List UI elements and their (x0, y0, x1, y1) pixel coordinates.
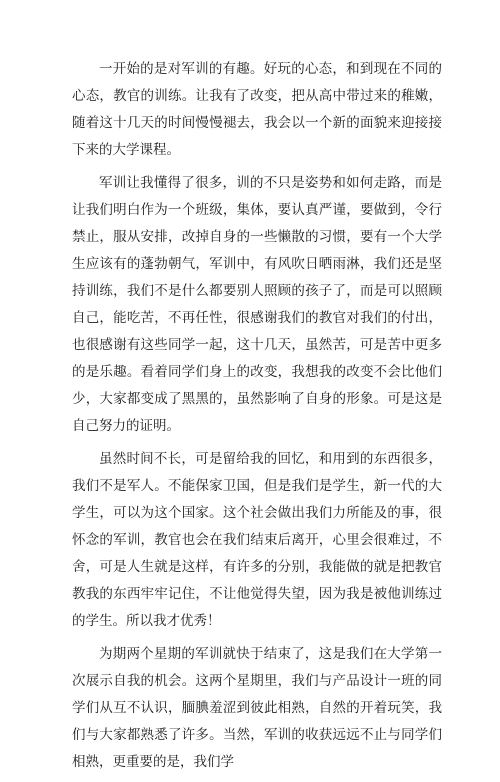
paragraph-1: 一开始的是对军训的有趣。好玩的心态，和到现在不同的心态，教官的训练。让我有了改变，把从高中带过来的稚嫩，随着这十几天的时间慢慢褪去，我会以一个新的面貌来迎接接下来的大学课程。 (72, 61, 442, 158)
paragraph-2: 军训让我懂得了很多，训的不只是姿势和如何走路，而是让我们明白作为一个班级，集体，要认真严谨，要做到，令行禁止，服从安排，改掉自身的一些懒散的习惯，要有一个大学生应该有的蓬勃朝气，军训中，有风吹日晒雨淋，我们还是坚持训练，我们不是什么都要别人照顾的孩子了，而是可以照顾自己，能吃苦，不再任性，很感谢我们的教官对我们的付出，也很感谢有这些同学一起，这十几天，虽然苦，可是苦中更多的是乐趣。看着同学们身上的改变，我想我的改变不会比他们少，大家都变成了黑黑的，虽然影响了自身的形象。可是这是自己努力的证明。 (72, 175, 442, 434)
paragraph-3: 虽然时间不长，可是留给我的回忆，和用到的东西很多，我们不是军人。不能保家卫国，但是我们是学生，新一代的大学生，可以为这个国家。这个社会做出我们力所能及的事，很怀念的军训，教官也会在我们结束后离开，心里会很难过，不舍，可是人生就是这样，有许多的分别，我能做的就是把教官教我的东西牢牢记住，不让他觉得失望，因为我是被他训练过的学生。所以我才优秀！ (72, 451, 442, 629)
paragraph-4: 为期两个星期的军训就快于结束了，这是我们在大学第一次展示自我的机会。这两个星期里，我们与产品设计一班的同学们从互不认识，腼腆羞涩到彼此相熟，自然的开着玩笑，我们与大家都熟悉了许多。当然，军训的收获远远不止与同学们相熟，更重要的是，我们学 (72, 646, 442, 770)
essay-body (72, 56, 442, 782)
